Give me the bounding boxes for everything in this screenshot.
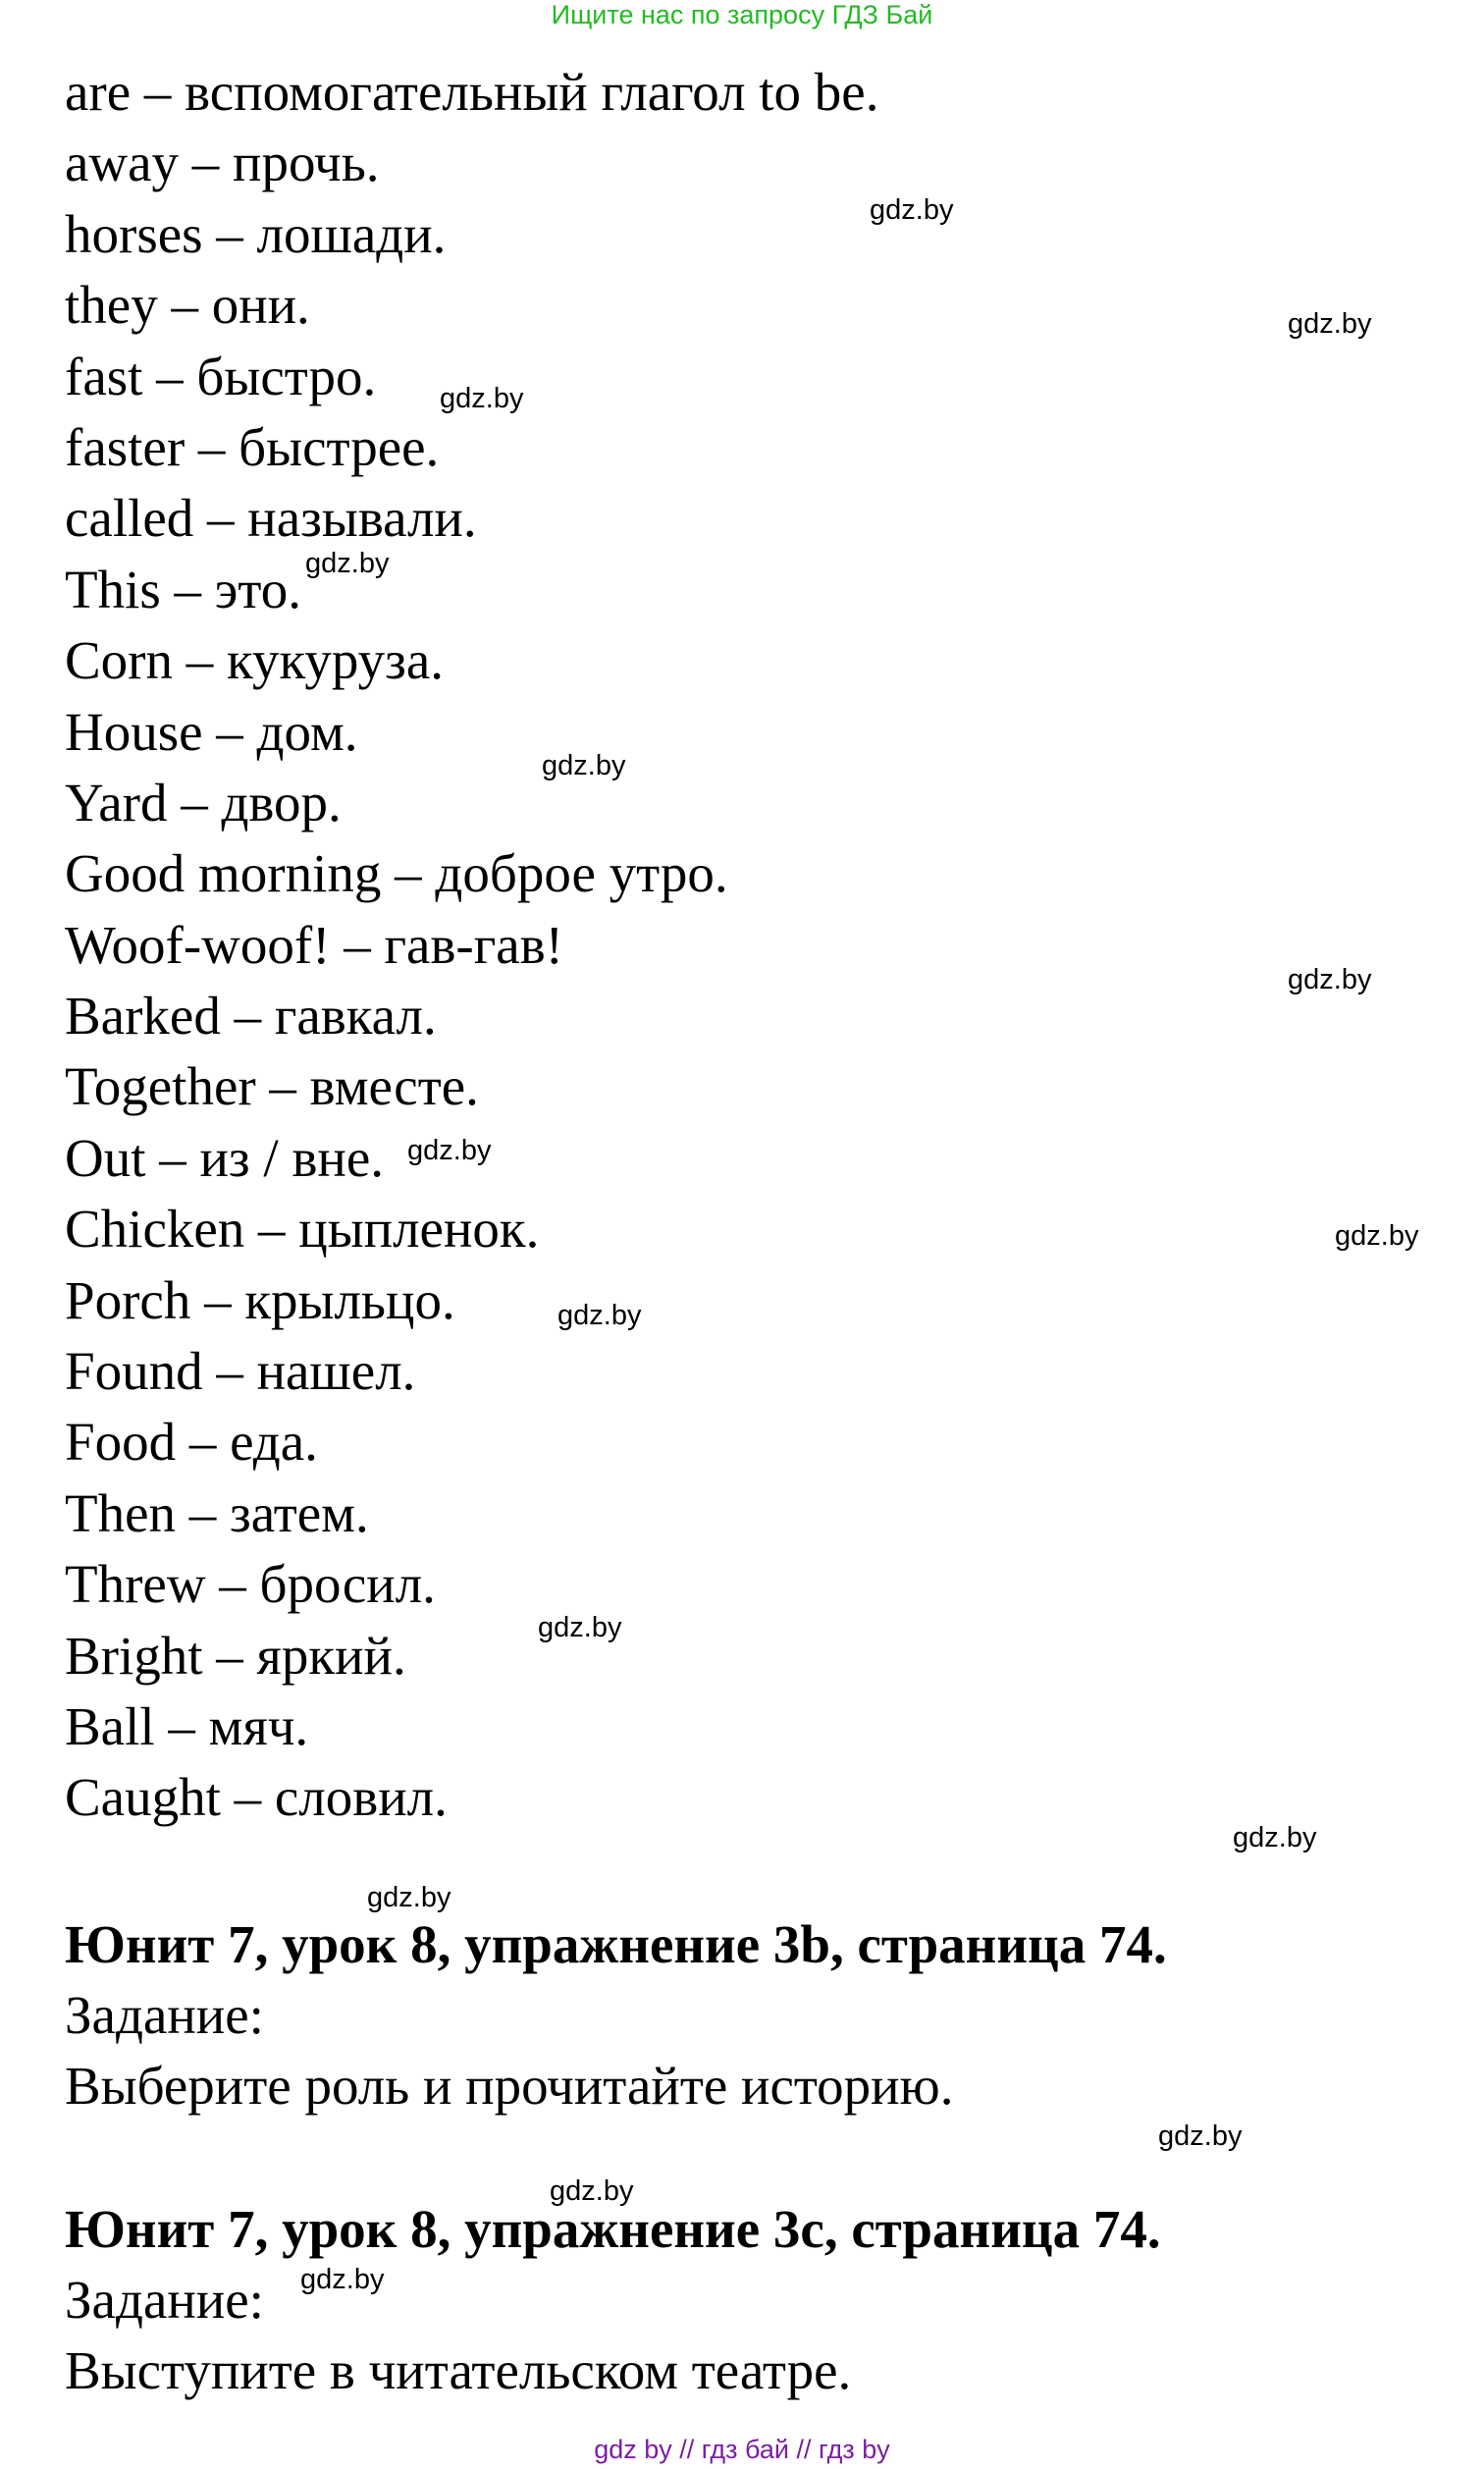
vocab-item: Together – вместе. <box>65 1056 479 1117</box>
vocab-item: Corn – кукуруза. <box>65 630 445 691</box>
watermark: gdz.by <box>1288 308 1372 340</box>
vocab-item: Good morning – доброе утро. <box>65 843 728 904</box>
vocab-item: Bright – яркий. <box>65 1625 406 1686</box>
vocab-item: faster – быстрее. <box>65 416 440 477</box>
top-banner: Ищите нас по запросу ГДЗ Бай <box>551 0 933 29</box>
vocab-item: Yard – двор. <box>65 772 342 832</box>
vocab-item: Ball – мяч. <box>65 1695 309 1756</box>
exercise-section <box>65 1909 1167 2121</box>
vocab-item: fast – быстро. <box>65 346 377 406</box>
exercise-heading: Юнит 7, урок 8, упражнение 3b, страница 74. <box>65 1914 1167 1974</box>
vocab-item: horses – лошади. <box>65 203 447 264</box>
vocab-item: This – это. <box>65 559 301 619</box>
vocab-item: away – прочь. <box>65 133 380 193</box>
vocab-item: Food – еда. <box>65 1412 318 1473</box>
watermark: gdz.by <box>1158 2120 1243 2152</box>
vocabulary-list <box>65 57 1439 1834</box>
exercise-heading: Юнит 7, урок 8, упражнение 3c, страница 74. <box>65 2199 1161 2259</box>
vocab-item: Porch – крыльцо. <box>65 1269 455 1330</box>
bottom-banner: gdz by // гдз бай // гдз by <box>594 2435 890 2464</box>
task-label: Задание: <box>65 1985 264 2045</box>
vocab-item: Woof-woof! – гав-гав! <box>65 914 563 975</box>
vocab-item: Chicken – цыпленок. <box>65 1199 540 1260</box>
vocab-item: House – дом. <box>65 701 358 762</box>
watermark: gdz.by <box>542 750 626 781</box>
watermark: gdz.by <box>1288 964 1372 995</box>
watermark: gdz.by <box>557 1300 642 1331</box>
watermark: gdz.by <box>870 194 954 226</box>
watermark: gdz.by <box>550 2175 634 2207</box>
vocab-item: Barked – гавкал. <box>65 986 437 1047</box>
watermark: gdz.by <box>300 2264 385 2295</box>
task-label: Задание: <box>65 2270 264 2330</box>
watermark: gdz.by <box>538 1612 622 1643</box>
watermark: gdz.by <box>1233 1822 1317 1853</box>
exercise-section <box>65 2194 1161 2406</box>
watermark: gdz.by <box>305 548 390 579</box>
watermark: gdz.by <box>440 383 524 414</box>
vocab-item: Found – нашел. <box>65 1341 416 1402</box>
watermark: gdz.by <box>407 1135 492 1166</box>
vocab-item: called – называли. <box>65 488 477 549</box>
vocab-item: Caught – словил. <box>65 1767 448 1828</box>
vocab-item: Then – затем. <box>65 1482 369 1543</box>
task-text: Выберите роль и прочитайте историю. <box>65 2056 954 2116</box>
watermark: gdz.by <box>367 1882 451 1913</box>
task-text: Выступите в читательском театре. <box>65 2340 852 2400</box>
vocab-item: are – вспомогательный глагол to be. <box>65 62 879 122</box>
watermark: gdz.by <box>1335 1220 1419 1252</box>
vocab-item: they – они. <box>65 275 310 336</box>
vocab-item: Out – из / вне. <box>65 1127 385 1188</box>
vocab-item: Threw – бросил. <box>65 1554 436 1615</box>
